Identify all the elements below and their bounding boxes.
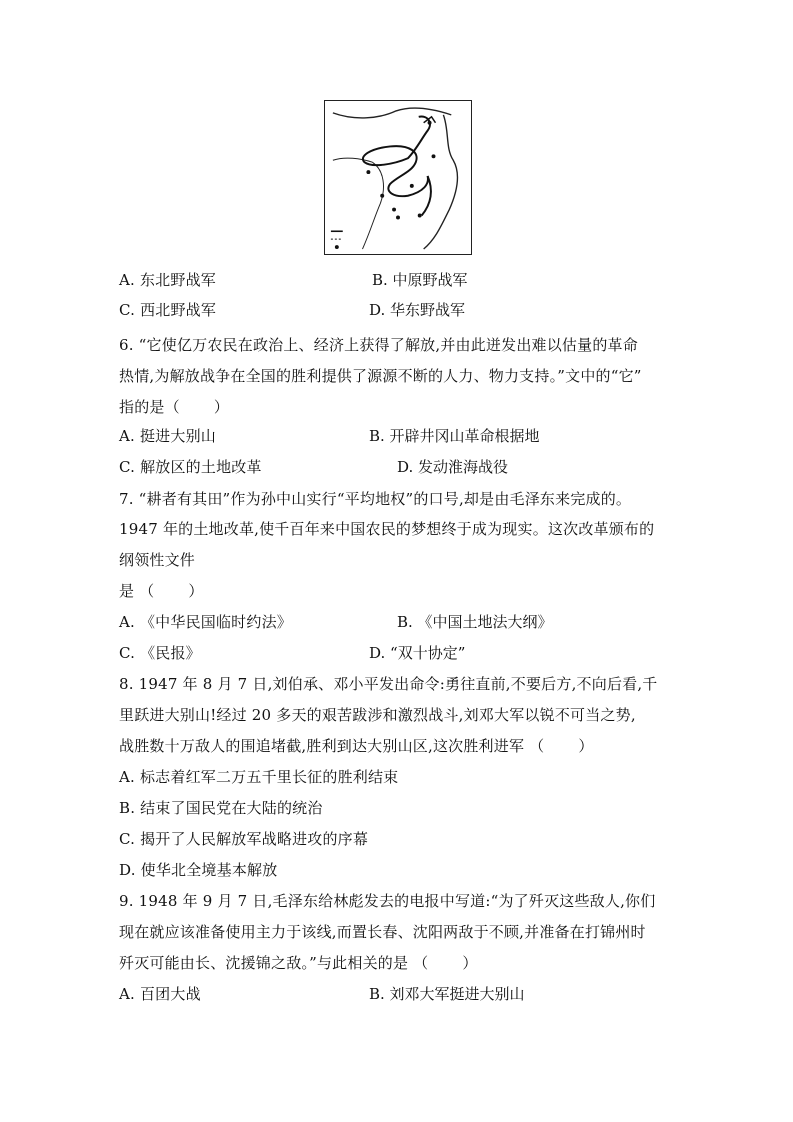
q9-stem-text: 歼灭可能由长、沈援锦之敌。”与此相关的是 （ [119, 954, 429, 972]
q9-option-a-text: A. 百团大战 [119, 985, 201, 1003]
q6-stem-line-1: 6. “它使亿万农民在政治上、经济上获得了解放,并由此迸发出难以估量的革命 [119, 336, 638, 354]
q6-stem-line-3 [119, 397, 229, 417]
q5-option-a-text: A. 东北野战军 [119, 271, 216, 289]
q8-option-d: D. 使华北全境基本解放 [119, 861, 278, 879]
q8-option-b: B. 结束了国民党在大陆的统治 [119, 799, 323, 817]
q6-option-a [119, 426, 216, 446]
q9-option-b [369, 984, 525, 1004]
q7-option-d [369, 643, 465, 663]
q9-stem-line-3 [119, 953, 478, 973]
q5-option-d [369, 300, 465, 320]
q8-stem-line-2: 里跃进大别山!经过 20 多天的艰苦跋涉和激烈战斗,刘邓大军以锐不可当之势, [119, 706, 636, 724]
q8-stem-text: 战胜数十万敌人的围追堵截,胜利到达大别山区,这次胜利进军 （ [119, 737, 545, 755]
q6-option-c-text: C. 解放区的土地改革 [119, 458, 262, 476]
q8-stem-close: ） [578, 737, 594, 755]
q7-stem-close: ） [188, 582, 204, 600]
q7-stem-line-2: 1947 年的土地改革,使千百年来中国农民的梦想终于成为现实。这次改革颁布的 [119, 520, 655, 538]
q6-option-b [369, 426, 540, 446]
q6-stem-text: 指的是（ [119, 398, 180, 416]
q9-stem-close: ） [462, 954, 478, 972]
q5-option-d-text: D. 华东野战军 [369, 301, 466, 319]
q5-option-a [119, 270, 216, 290]
q7-stem-text: 是 （ [119, 582, 155, 600]
q7-option-c [119, 643, 201, 663]
q5-option-b-text: B. 中原野战军 [372, 271, 468, 289]
q7-option-d-text: D. “双十协定” [369, 644, 466, 662]
q6-stem-line-2: 热情,为解放战争在全国的胜利提供了源源不断的人力、物力支持。”文中的“它” [119, 367, 642, 385]
q7-option-c-text: C. 《民报》 [119, 644, 201, 662]
q6-stem-close: ） [213, 398, 230, 416]
q7-stem-line-1: 7. “耕者有其田”作为孙中山实行“平均地权”的口号,却是由毛泽东来完成的。 [119, 490, 632, 508]
q8-option-a: A. 标志着红军二万五千里长征的胜利结束 [119, 768, 399, 786]
q6-option-d [397, 457, 508, 477]
q5-option-b [372, 270, 468, 290]
q6-option-c [119, 457, 262, 477]
q7-option-b-text: B. 《中国土地法大纲》 [397, 613, 553, 631]
q8-stem-line-3 [119, 736, 594, 756]
q9-option-b-text: B. 刘邓大军挺进大别山 [369, 985, 525, 1003]
q9-stem-line-1: 9. 1948 年 9 月 7 日,毛泽东给林彪发去的电报中写道:“为了歼灭这些敌人,你们 [119, 892, 656, 910]
q7-stem-line-3: 纲领性文件 [119, 551, 196, 569]
q9-stem-line-2: 现在就应该准备使用主力于该线,而置长春、沈阳两敌于不顾,并准备在打锦州时 [119, 923, 646, 941]
q6-option-a-text: A. 挺进大别山 [119, 427, 216, 445]
q6-option-d-text: D. 发动淮海战役 [397, 458, 509, 476]
q5-option-c-text: C. 西北野战军 [119, 301, 217, 319]
q7-option-a-text: A. 《中华民国临时约法》 [119, 613, 292, 631]
q8-stem-line-1: 8. 1947 年 8 月 7 日,刘伯承、邓小平发出命令:勇往直前,不要后方,不向后看,千 [119, 675, 658, 693]
q8-option-c: C. 揭开了人民解放军战略进攻的序幕 [119, 830, 369, 848]
q7-stem-line-4 [119, 581, 204, 601]
march-route-map [324, 100, 472, 255]
q5-option-c [119, 300, 216, 320]
q9-option-a [119, 984, 201, 1004]
map-drawing [325, 101, 471, 254]
q7-option-b [397, 612, 553, 632]
q6-option-b-text: B. 开辟井冈山革命根据地 [369, 427, 540, 445]
q7-option-a [119, 612, 292, 632]
